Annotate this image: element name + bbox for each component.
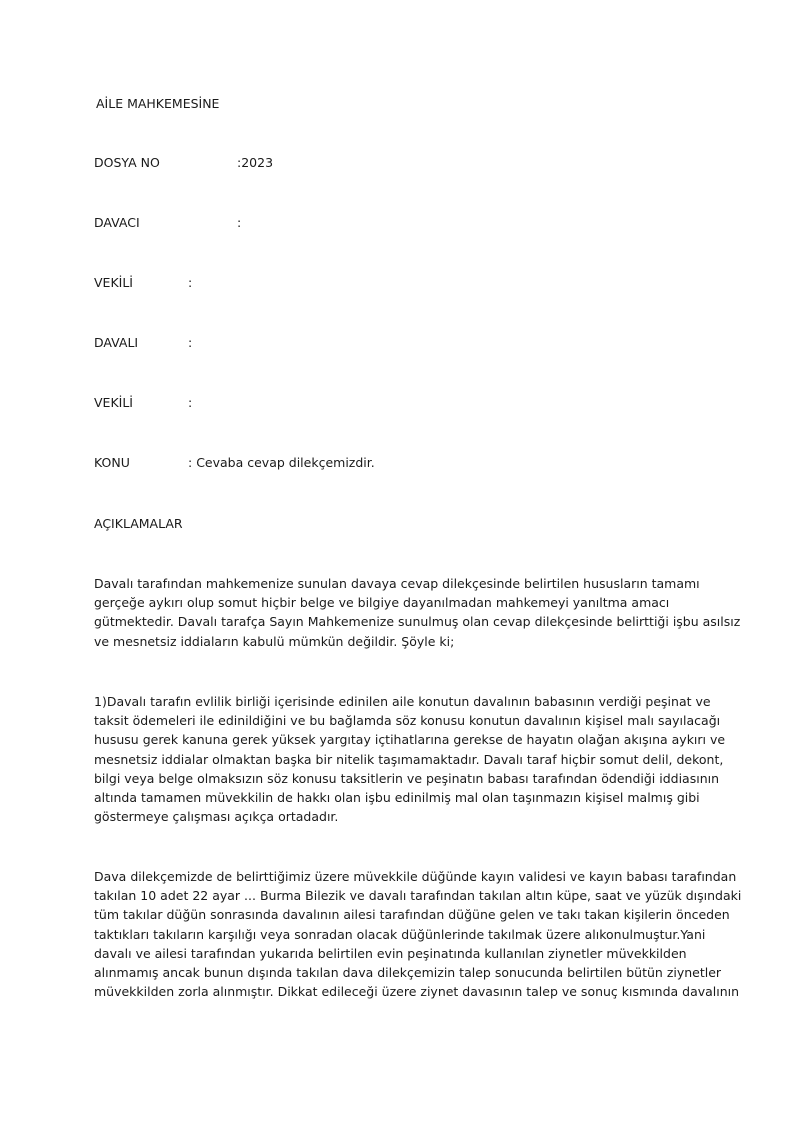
paragraph-line: 1)Davalı tarafın evlilik birliği içerisinde edinilen aile konutun davalının babasının verdiği peşinat ve [94,694,711,709]
paragraph-line: Dava dilekçemizde de belirttiğimiz üzere müvekkile düğünde kayın validesi ve kayın babası tarafından [94,869,737,884]
field-value: :2023 [237,155,274,170]
court-heading: AİLE MAHKEMESİNE [96,96,220,111]
paragraph-line: göstermeye çalışması açıkça ortadadır. [94,809,339,825]
paragraph-line: Davalı tarafından mahkemenize sunulan davaya cevap dilekçesinde belirtilen hususların tamamı [94,576,700,591]
field-label: VEKİLİ [94,395,133,410]
paragraph-1 [94,574,741,651]
paragraph-2 [94,692,726,826]
paragraph-line: bilgi veya belge olmaksızın söz konusu taksitlerin ve peşinatın babası tarafından ödendiği iddiasının [94,770,720,786]
paragraph-line: tüm takılar düğün sonrasında davalının ailesi tarafından düğüne gelen ve takı takan kişilerin önceden [94,907,730,923]
field-value: : [188,275,193,290]
field-label: DOSYA NO [94,155,160,170]
paragraph-line: takılan 10 adet 22 ayar ... Burma Bilezik ve davalı tarafından takılan altın küpe, saat ve yüzük dışındaki [94,888,742,904]
paragraph-line: mesnetsiz iddialar olmaktan başka bir nitelik taşımamaktadır. Davalı taraf hiçbir somut delil, dekont, [94,751,724,767]
paragraph-line: altında tamamen müvekkilin de hakkı olan işbu edinilmiş mal olan taşınmazın kişisel malmış gibi [94,790,700,806]
field-value: : [237,215,242,230]
field-value: : [188,395,193,410]
paragraph-line: davalı ve ailesi tarafından yukarıda belirtilen evin peşinatında kullanılan ziynetler müvekkilden [94,945,687,961]
section-heading: AÇIKLAMALAR [94,516,183,531]
paragraph-line: taksit ödemeleri ile edinildiğini ve bu bağlamda söz konusu konutun davalının kişisel malı sayılacağı [94,713,721,729]
paragraph-line: gerçeğe aykırı olup somut hiçbir belge ve bilgiye dayanılmadan mahkemeyi yanıltma amacı [94,595,670,611]
field-label: DAVALI [94,335,139,350]
field-value: : [188,335,193,350]
field-label: VEKİLİ [94,275,133,290]
paragraph-line: taktıkları takıların karşılığı veya sonradan olacak düğünlerinde takılmak üzere alıkonulmuştur.Yani [94,926,706,942]
paragraph-line: alınmamış ancak bunun dışında takılan dava dilekçemizin talep sonucunda belirtilen bütün ziynetler [94,965,722,981]
field-label: DAVACI [94,215,140,230]
field-label: KONU [94,455,130,470]
paragraph-line: gütmektedir. Davalı tarafça Sayın Mahkemenize sunulmuş olan cevap dilekçesinde belirttiği işbu asılsız [94,614,741,630]
paragraph-3 [94,867,742,1001]
field-value: : Cevaba cevap dilekçemizdir. [188,455,375,470]
paragraph-line: ve mesnetsiz iddiaların kabulü mümkün değildir. Şöyle ki; [94,633,455,649]
paragraph-line: hususu gerek kanuna gerek yüksek yargıtay içtihatlarına gerekse de hayatın olağan akışına aykırı ve [94,732,726,748]
paragraph-line: müvekkilden zorla alınmıştır. Dikkat edileceği üzere ziynet davasının talep ve sonuç kısmında davalının [94,984,740,1000]
